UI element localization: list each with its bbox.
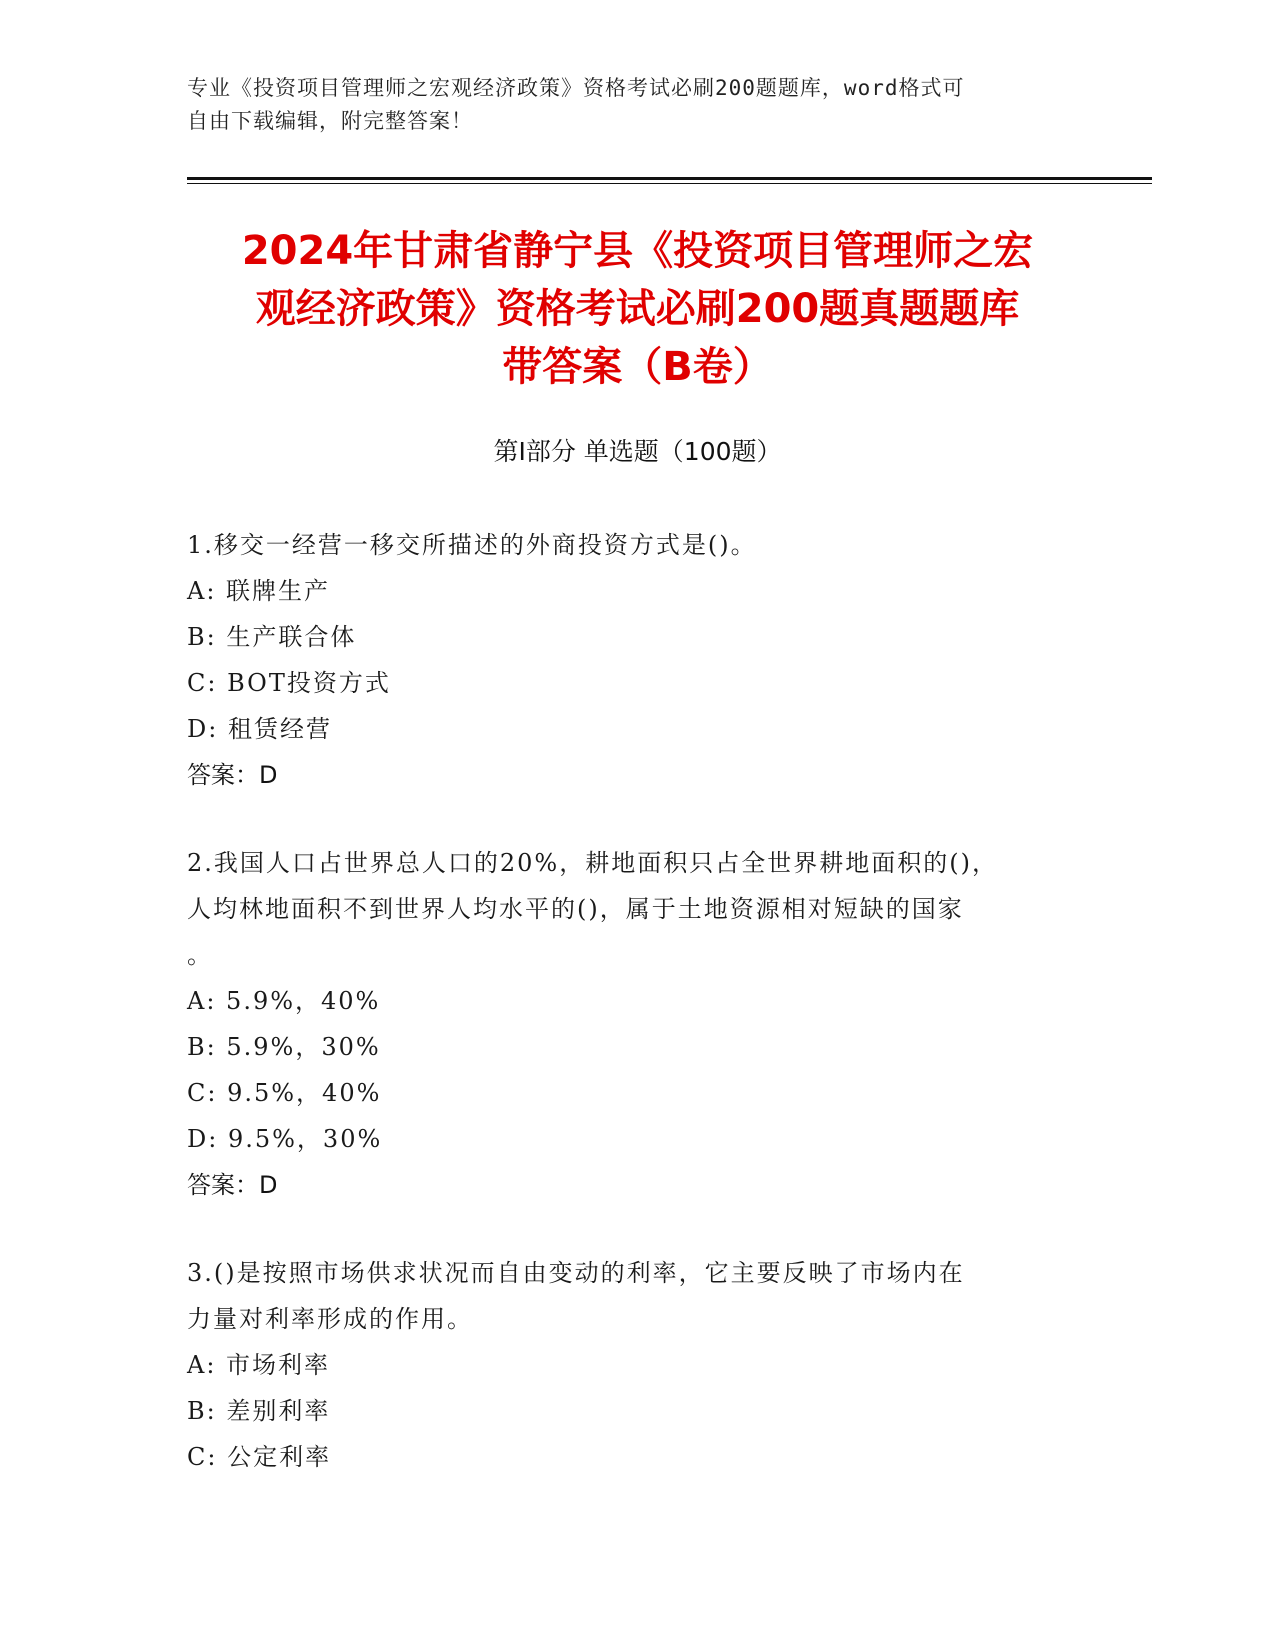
question-list [187, 522, 1067, 1522]
header-note-line: 专业《投资项目管理师之宏观经济政策》资格考试必刷200题题库，word格式可 [187, 76, 965, 100]
question-stem: 2.我国人口占世界总人口的20%，耕地面积只占全世界耕地面积的()， [187, 849, 998, 877]
question-item [187, 840, 1067, 1208]
question-option: A: 联牌生产 [187, 577, 331, 605]
question-stem: 1.移交一经营一移交所描述的外商投资方式是()。 [187, 531, 757, 559]
question-stem: 3.()是按照市场供求状况而自由变动的利率，它主要反映了市场内在 [187, 1259, 965, 1287]
header-divider-thin [187, 183, 1152, 184]
question-option: A: 5.9%，40% [187, 987, 381, 1015]
question-option: C: 公定利率 [187, 1443, 332, 1471]
question-option: D: 9.5%，30% [187, 1125, 383, 1153]
header-note-line: 自由下载编辑，附完整答案！ [187, 109, 473, 133]
question-answer: 答案：D [187, 1171, 278, 1199]
section-title: 第I部分 单选题（100题） [493, 437, 782, 466]
question-stem: 。 [187, 941, 213, 969]
question-answer: 答案：D [187, 761, 278, 789]
question-option: B: 生产联合体 [187, 623, 357, 651]
question-stem: 人均林地面积不到世界人均水平的()，属于土地资源相对短缺的国家 [187, 895, 964, 923]
question-option: B: 5.9%，30% [187, 1033, 381, 1061]
question-option: C: BOT投资方式 [187, 669, 391, 697]
header-note [187, 72, 1087, 138]
question-option: A: 市场利率 [187, 1351, 331, 1379]
question-option: D: 租赁经营 [187, 715, 332, 743]
question-option: B: 差别利率 [187, 1397, 331, 1425]
question-item [187, 522, 1067, 798]
question-stem: 力量对利率形成的作用。 [187, 1305, 473, 1333]
document-title-line: 2024年甘肃省静宁县《投资项目管理师之宏 [241, 228, 1034, 274]
document-title [150, 222, 1125, 396]
question-option: C: 9.5%，40% [187, 1079, 382, 1107]
document-title-line: 带答案（B卷） [502, 344, 773, 390]
header-divider-thick [187, 177, 1152, 180]
question-item [187, 1250, 1067, 1480]
document-title-line: 观经济政策》资格考试必刷200题真题题库 [255, 286, 1020, 332]
